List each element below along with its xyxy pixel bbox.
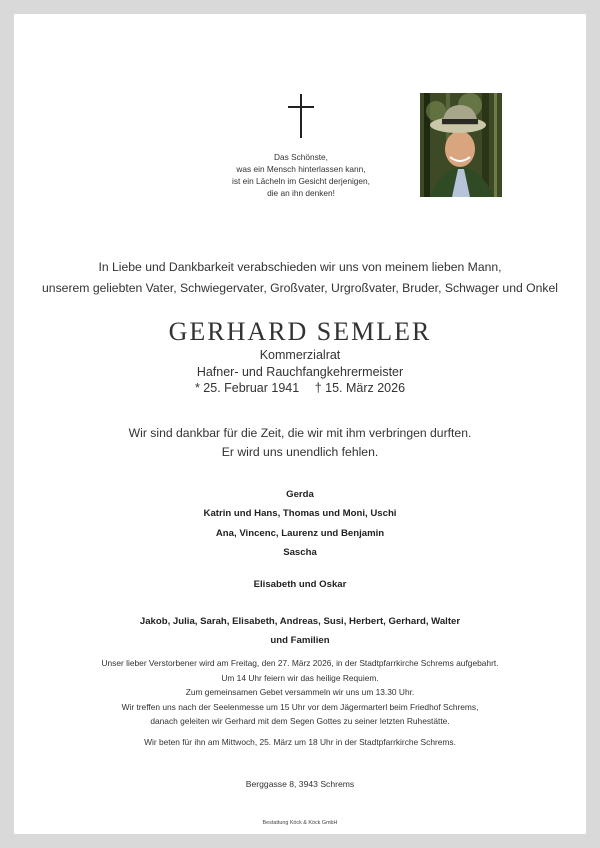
prayer-info: Wir beten für ihn am Mittwoch, 25. März um 18 Uhr in der Stadtpfarrkirche Schrems. (144, 737, 456, 747)
funeral-info (14, 656, 586, 729)
family-relatives: Jakob, Julia, Sarah, Elisabeth, Andreas, Susi, Herbert, Gerhard, Walter (139, 616, 461, 627)
deceased-titles (14, 347, 586, 381)
title-line: Kommerzialrat (259, 348, 341, 362)
address: Berggasse 8, 3943 Schrems (245, 779, 355, 789)
obituary-sheet (14, 14, 586, 834)
family-great-grandchild: Sascha (283, 547, 317, 558)
family-spouse: Gerda (286, 489, 314, 500)
funeral-home-credit: Bestattung Köck & Köck GmbH (262, 820, 338, 826)
info-line: Um 14 Uhr feiern wir das heilige Requiem. (221, 672, 379, 683)
thanks-text (14, 424, 586, 462)
death-date: † 15. März 2026 (314, 381, 406, 395)
family-siblings: Elisabeth und Oskar (253, 579, 347, 590)
birth-date: * 25. Februar 1941 (194, 381, 300, 395)
info-line: Wir treffen uns nach der Seelenmesse um 15 Uhr vor dem Jägermarterl beim Friedhof Schrems, (121, 701, 479, 712)
family-families: und Familien (270, 635, 330, 646)
family-grandchildren: Ana, Vincenc, Laurenz und Benjamin (215, 528, 385, 539)
quote-line: Das Schönste, (274, 152, 328, 162)
thanks-line: Er wird uns unendlich fehlen. (221, 445, 379, 459)
memorial-quote (230, 151, 372, 199)
deceased-name: GERHARD SEMLER (168, 317, 432, 346)
cross-icon (288, 94, 314, 138)
intro-line: In Liebe und Dankbarkeit verabschieden wir uns von meinem lieben Mann, (98, 260, 502, 274)
thanks-line: Wir sind dankbar für die Zeit, die wir mit ihm verbringen durften. (128, 426, 472, 440)
portrait-photo (420, 93, 502, 197)
title-line: Hafner- und Rauchfangkehrermeister (196, 365, 404, 379)
family-children: Katrin und Hans, Thomas und Moni, Uschi (203, 508, 397, 519)
intro-line: unserem geliebten Vater, Schwiegervater, Großvater, Urgroßvater, Bruder, Schwager und Onkel (42, 281, 558, 295)
quote-line: die an ihn denken! (267, 188, 335, 198)
portrait-image (420, 93, 502, 197)
quote-line: was ein Mensch hinterlassen kann, (236, 164, 366, 174)
info-line: Zum gemeinsamen Gebet versammeln wir uns um 13.30 Uhr. (185, 687, 415, 697)
quote-line: ist ein Lächeln im Gesicht derjenigen, (232, 176, 370, 186)
intro-text (14, 257, 586, 299)
life-dates (14, 381, 586, 395)
info-line: Unser lieber Verstorbener wird am Freitag, den 27. März 2026, in der Stadtpfarrkirche Schrems aufgebahrt. (101, 658, 499, 668)
info-line: danach geleiten wir Gerhard mit dem Segen Gottes zu seiner letzten Ruhestätte. (150, 716, 450, 726)
